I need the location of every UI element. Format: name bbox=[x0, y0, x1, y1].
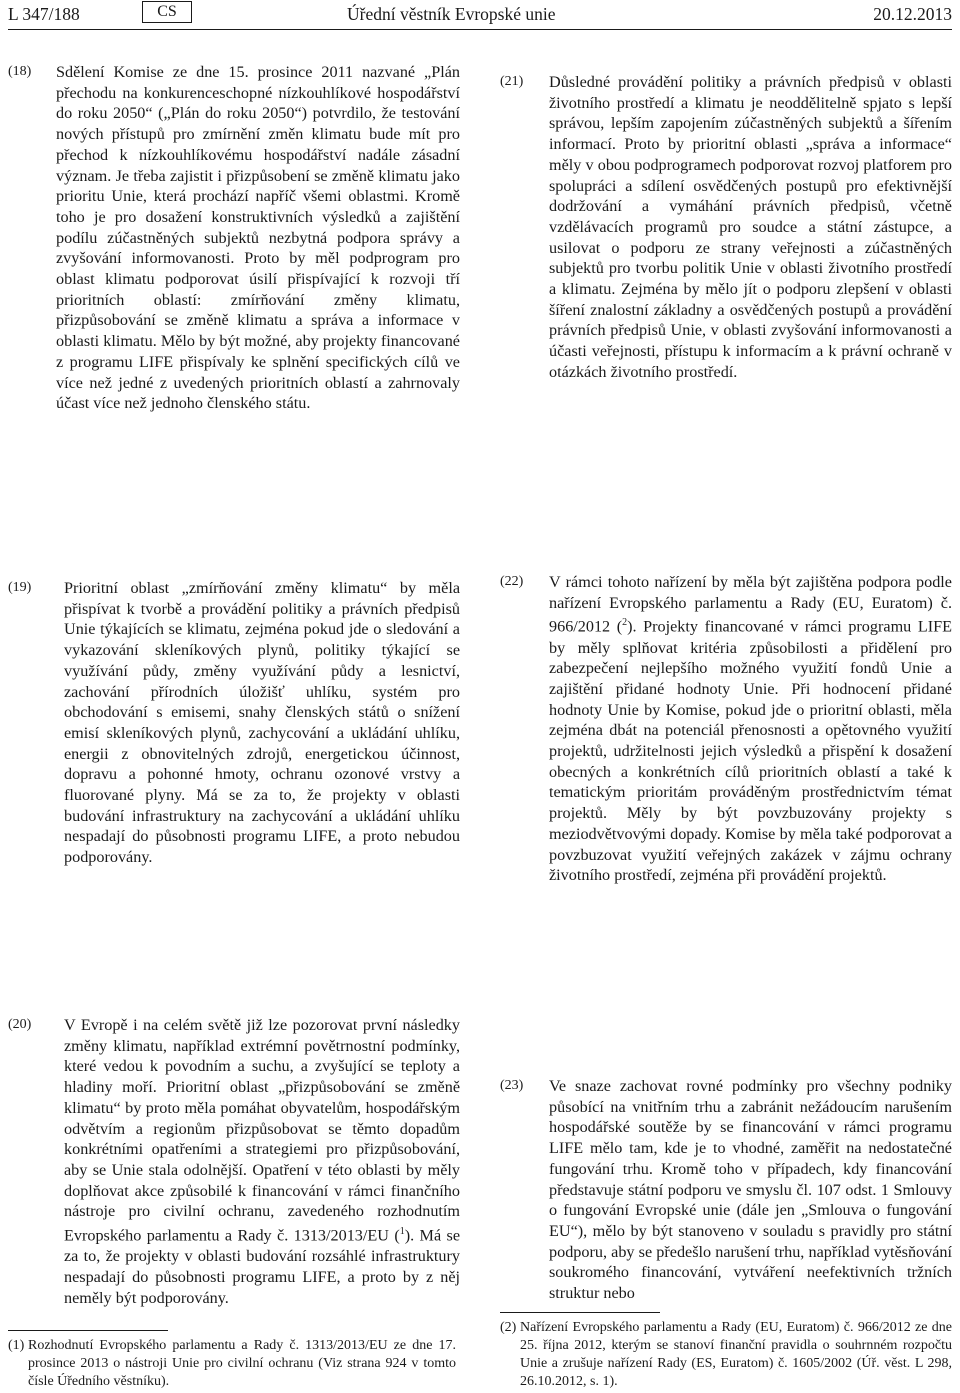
recital-text bbox=[549, 572, 952, 886]
language-badge: CS bbox=[142, 1, 192, 23]
footnote-number: (2) bbox=[500, 1320, 517, 1335]
recital-number: (23) bbox=[500, 1078, 524, 1093]
recital-text: Sdělení Komise ze dne 15. prosince 2011 nazvané „Plán přechodu na konkurenceschopné nízkouhlíkové hospodářství do roku 2050“ („Plán do roku 2050“) potvrdilo, že testování nových přístupů pro zmírnění změn klimatu bude mít pro přechod k nízkouhlíkovému hospodářství nadále zásadní význam. Je třeba zajistit i přizpůsobení se změně klimatu jako prioritu Unie, která prochází napříč všemi oblastmi. Kromě toho je pro dosažení konstruktivních výsledků a zajištění podílu zúčastněných subjektů nezbytná podpora správy a zvyšování informovanosti. Proto by měl podprogram pro oblast klimatu podporovat úsilí přispívající k rozvoji tří prioritních oblastí: zmírňování změny klimatu, přizpůsobování se změně klimatu a správa a informace v oblasti klimatu. Mělo by být možné, aby projekty financované z programu LIFE přispívaly ke splnění specifických cílů ve více než jedné z uvedených prioritních oblastí a zahrnovaly účast více než jednoho členského státu. bbox=[56, 63, 460, 413]
footnote-rule bbox=[500, 1312, 660, 1313]
recital-text-part: ). Projekty financované v rámci programu LIFE by měly splňovat kritéria způsobilosti a přidělení pro zabezpečení nejlepšího možného využití fondů Unie a zajištění přidané hodnoty Unie. Při hodnocení přidané hodnoty Unie by Komise, pokud jde o prioritní oblasti, měla zejména dbát na potenciál přenosnosti a opětovného využití projektů, udržitelnosti jejich výsledků a přispění k dosažení obecných a konkrétních cílů prioritních oblastí a také k tematickým prioritám prováděným prostřednictvím témat projektů. Měly by být povzbuzovány projekty s meziodvětvovými dopady. Komise by měla také podporovat a povzbuzovat využití veřejných zakázek v zájmu ochrany životního prostředí, zejména při provádění projektů. bbox=[549, 617, 952, 885]
page-header bbox=[8, 0, 952, 30]
recital-text: Důsledné provádění politiky a právních předpisů v oblasti životního prostředí a klimatu je neoddělitelně spjato s lepší správou, lepším zapojením zúčastněných subjektů a šířením informací. Proto by prioritní oblasti „správa a informace“ měly v obou podprogramech podporovat rozvoj platforem pro spolupráci a sdílení osvědčených postupů pro efektivnější dodržování a vymáhání právních předpisů, včetně vzdělávacích programů pro soudce a státní zástupce, a usilovat o podporu ze strany veřejnosti a zúčastněných subjektů pro tvorbu politik Unie v oblasti životního prostředí a klimatu. Zejména by mělo jít o podporu zlepšení v oblasti šíření znalostní základny a osvědčených postupů a provádění právních předpisů Unie, v oblasti zvyšování informovanosti a účasti veřejnosti, přístupu k informacím a k právní ochraně v otázkách životního prostředí. bbox=[549, 73, 952, 381]
recital-text-part: V Evropě i na celém světě již lze pozorovat první následky změny klimatu, například extrémní povětrnostní podmínky, které vedou k povodním a suchu, a zvyšující se teploty a hladiny moří. Prioritní oblast „přizpůsobování se změně klimatu“ by proto měla pomáhat obyvatelům, hospodářským odvětvím a regionům přizpůsobovat se těmto dopadům konkrétními opatřeními a strategiemi pro přizpůsobování, aby se Unie stala odolnější. Opatření v této oblasti by měly doplňovat akce způsobilé k financování v rámci finančního nástroje pro civilní ochranu, zavedeného rozhodnutím Evropského parlamentu a Rady č. 1313/2013/EU ( bbox=[64, 1016, 460, 1245]
recital-number: (22) bbox=[500, 574, 524, 589]
recital-number: (18) bbox=[8, 64, 32, 79]
footnote-text: Nařízení Evropského parlamentu a Rady (EU, Euratom) č. 966/2012 ze dne 25. října 2012, kterým se stanoví finanční pravidla o souhrnném rozpočtu Unie a zrušuje nařízení Rady (ES, Euratom) č. 1605/2002 (Úř. věst. L 298, 26.10.2012, s. 1). bbox=[520, 1320, 952, 1389]
footnote-ref: 2 bbox=[622, 617, 628, 629]
footnote-ref: 1 bbox=[399, 1226, 405, 1238]
recital-text: Ve snaze zachovat rovné podmínky pro všechny podniky působící na vnitřním trhu a zabránit nežádoucím narušením hospodářské soutěže by se financování v rámci programu LIFE mělo tam, kde je to vhodné, zaměřit na nedostatečné fungování trhu. Kromě toho v případech, kdy financování představuje státní podporu ve smyslu čl. 107 odst. 1 Smlouvy o fungování Evropské unie (dále jen „Smlouva o fungování EU“), mělo by být stanoveno v souladu s pravidly pro státní podporu, aby se předešlo narušení trhu, například vytěsňování soukromého financování, vytváření neefektivních tržních struktur nebo bbox=[549, 1077, 952, 1303]
recital-text: Prioritní oblast „zmírňování změny klimatu“ by měla přispívat k tvorbě a provádění politiky a právních předpisů Unie týkajících se klimatu, zejména pokud jde o sledování a vykazování skleníkových plynů, politiky týkající se využívání půdy, změny využívání půdy a lesnictví, zachování přírodních úložišť uhlíku, systém pro obchodování s emisemi, snahy členských států o snížení emisí skleníkových plynů, zachycování a ukládání uhlíku, energii z obnovitelných zdrojů, energetickou účinnost, dopravu a pohonné hmoty, ochranu ozonové vrstvy a fluorované plyny. Má se za to, že projekty v oblasti budování infrastruktury na zachycování a ukládání uhlíku nespadají do působnosti programu LIFE, a proto nebudou podporovány. bbox=[64, 579, 460, 867]
recital-number: (19) bbox=[8, 580, 32, 595]
footnote-text: Rozhodnutí Evropského parlamentu a Rady č. 1313/2013/EU ze dne 17. prosince 2013 o nástroji Unie pro civilní ochranu (Viz strana 924 v tomto čísle Úředního věstníku). bbox=[28, 1338, 456, 1389]
journal-title: Úřední věstník Evropské unie bbox=[347, 4, 556, 24]
recital-number: (21) bbox=[500, 74, 524, 89]
page-reference: L 347/188 bbox=[8, 4, 80, 24]
footnote-rule bbox=[8, 1330, 168, 1331]
publication-date: 20.12.2013 bbox=[873, 4, 952, 24]
footnote-number: (1) bbox=[8, 1338, 25, 1353]
recital-text bbox=[64, 1015, 460, 1308]
header-rule bbox=[8, 29, 952, 30]
recital-text-part: ). Má se za to, že projekty v oblasti budování rozsáhlé infrastruktury nespadají do působnosti programu LIFE, a proto by z něj neměly být podporovány. bbox=[64, 1226, 460, 1307]
recital-text-part: V rámci tohoto nařízení by měla být zajištěna podpora podle nařízení Evropského parlamentu a Rady (EU, Euratom) č. 966/2012 ( bbox=[549, 573, 952, 636]
recital-number: (20) bbox=[8, 1017, 32, 1032]
